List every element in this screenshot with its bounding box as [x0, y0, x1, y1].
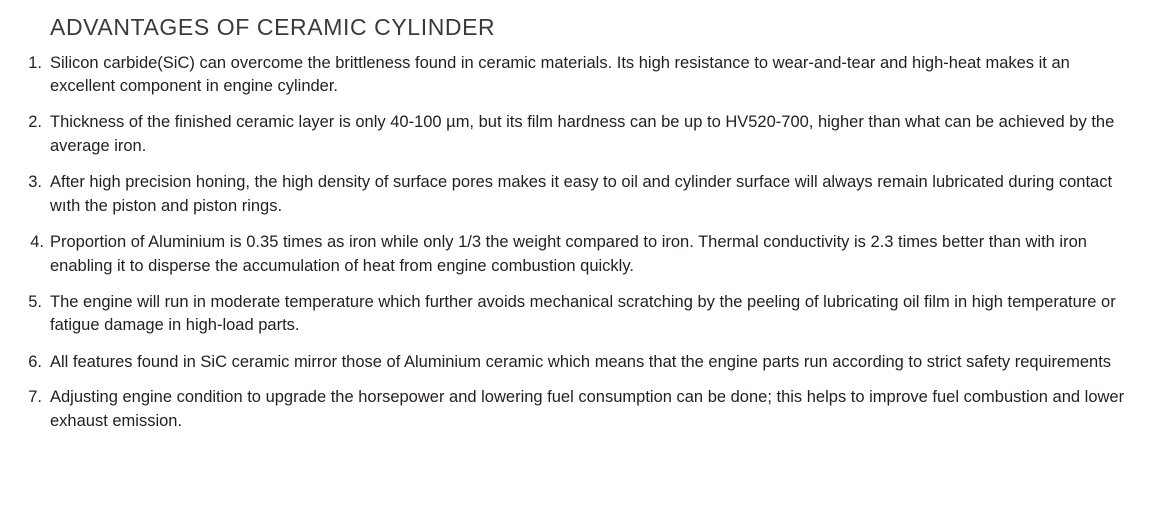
list-item	[20, 52, 1138, 99]
list-item-number: 6.	[28, 352, 42, 371]
list-item	[20, 351, 1138, 374]
list-item-number: 2.	[28, 113, 42, 132]
list-item-text: Adjusting engine condition to upgrade the horsepower and lowering fuel consumption can be done; this helps to improve fuel combustion and lower exhaust emission.	[50, 388, 1125, 430]
list-item	[20, 386, 1138, 433]
list-item-number: 5.	[28, 292, 42, 311]
list-item-number: 1.	[28, 53, 42, 72]
advantages-list	[20, 52, 1138, 433]
list-item-number: 7.	[28, 388, 42, 407]
list-item-number: 4.	[30, 233, 44, 252]
list-item-text: Proportion of Aluminium is 0.35 times as iron while only 1/3 the weight compared to iron. Thermal conductivity is 2.3 times better than with iron enabling it to disperse the accumulation of heat from engine combustion quickly.	[50, 233, 1087, 275]
list-item	[20, 231, 1138, 278]
page-title: ADVANTAGES OF CERAMIC CYLINDER	[50, 14, 496, 40]
list-item-text: Thickness of the finished ceramic layer is only 40-100 µm, but its film hardness can be up to HV520-700, higher than what can be achieved by the average iron.	[50, 113, 1115, 155]
list-item-text: Silicon carbide(SiC) can overcome the brittleness found in ceramic materials. Its high resistance to wear-and-tear and high-heat makes it an excellent component in engine cylinder.	[50, 53, 1070, 96]
list-item-number: 3.	[28, 173, 42, 192]
list-item	[20, 291, 1138, 338]
list-item	[20, 171, 1138, 218]
list-item	[20, 111, 1138, 158]
list-item-text: The engine will run in moderate temperature which further avoids mechanical scratching by the peeling of lubricating oil film in high temperature or fatigue damage in high-load parts.	[50, 292, 1116, 335]
list-item-text: All features found in SiC ceramic mirror those of Aluminium ceramic which means that the engine parts run according to strict safety requirements	[50, 352, 1112, 371]
list-item-text: After high precision honing, the high density of surface pores makes it easy to oil and cylinder surface will always remain lubricated during contact wıth the piston and piston rings.	[50, 173, 1113, 215]
